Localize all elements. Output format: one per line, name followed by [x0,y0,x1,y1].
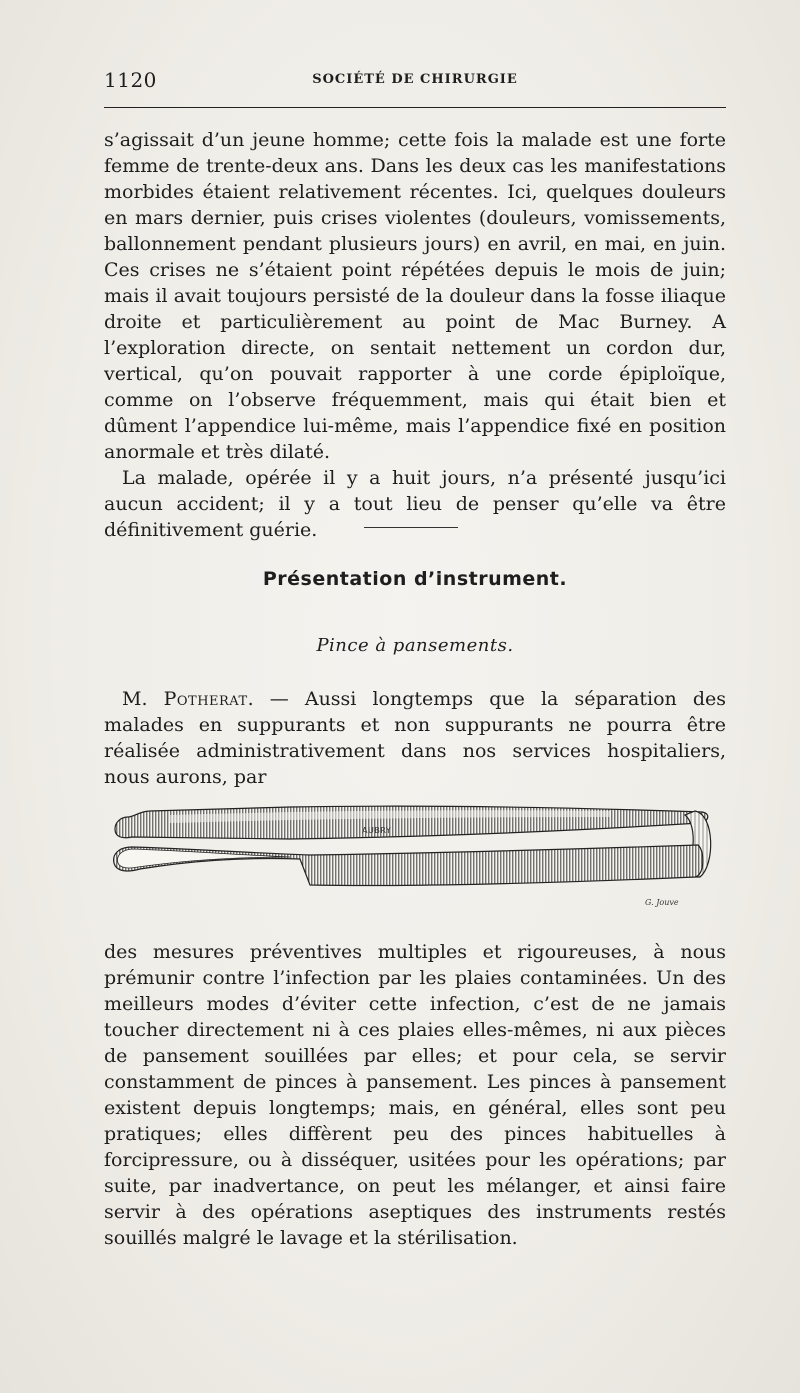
section-title: Présentation d’instrument. [262,568,568,590]
page-header [104,68,726,94]
presentation-text [104,686,726,790]
header-rule [104,107,726,108]
forceps-lower-arm [114,845,703,886]
paragraph-continued: s’agissait d’un jeune homme; cette fois la malade est une forte femme de trente-deux ans. Dans les deux cas les manifestations morbides étaient relativement récentes. Ici, quelques douleurs en mars dernier, puis crises violentes (douleurs, vomissements, ballonnement pendant plusieurs jours) en avril, en mai, en juin. Ces crises ne s’étaient point répétées depuis le mois de juin; mais il avait toujours persisté de la douleur dans la fosse iliaque droite et particulièrement au point de Mac Burney. A l’exploration directe, on sentait nettement un cordon dur, vertical, qu’on pouvait rapporter à une corde épiploïque, comme on l’observe fréquemment, mais qui était bien et dûment l’appendice lui-même, mais l’appendice fixé en position anormale et très dilaté. [104,129,726,463]
running-head: SOCIÉTÉ DE CHIRURGIE [312,72,518,87]
maker-stamp: AUBRY [362,826,392,835]
speaker-prefix: M. [122,688,164,710]
paragraph-presentation-text: . — Aussi longtemps que la séparation des malades en suppurants et non suppurants ne pourra être réalisée administrativement dans nos services hospitaliers, nous aurons, par [104,688,726,788]
engraver-signature: G. Jouve [645,898,679,907]
forceps-illustration [110,795,720,920]
continuation-text [104,939,726,1251]
paragraph-continuation: des mesures préventives multiples et rigoureuses, à nous prémunir contre l’infection par les plaies contaminées. Un des meilleurs modes d’éviter cette infection, c’est de ne jamais toucher directement ni à ces plaies elles-mêmes, ni aux pièces de pansement souillées par elles; et pour cela, se servir constamment de pinces à pansement. Les pinces à pansement existent depuis longtemps; mais, en général, elles sont peu pratiques; elles diffèrent peu des pinces habituelles à forcipressure, ou à disséquer, usitées pour les opérations; par suite, par inadvertance, on peut les mélanger, et ainsi faire servir à des opérations aseptiques des instruments restés souillés malgré le lavage et la stérilisation. [104,941,726,1249]
section-subtitle: Pince à pansements. [316,635,514,656]
paragraph-presentation [104,686,726,790]
continued-text [104,127,726,543]
section-separator [364,527,458,528]
speaker-name: Potherat [163,688,248,710]
page-number: 1120 [104,68,157,92]
paragraph-outcome: La malade, opérée il y a huit jours, n’a présenté jusqu’ici aucun accident; il y a tout lieu de penser qu’elle va être définitivement guérie. [104,467,726,541]
